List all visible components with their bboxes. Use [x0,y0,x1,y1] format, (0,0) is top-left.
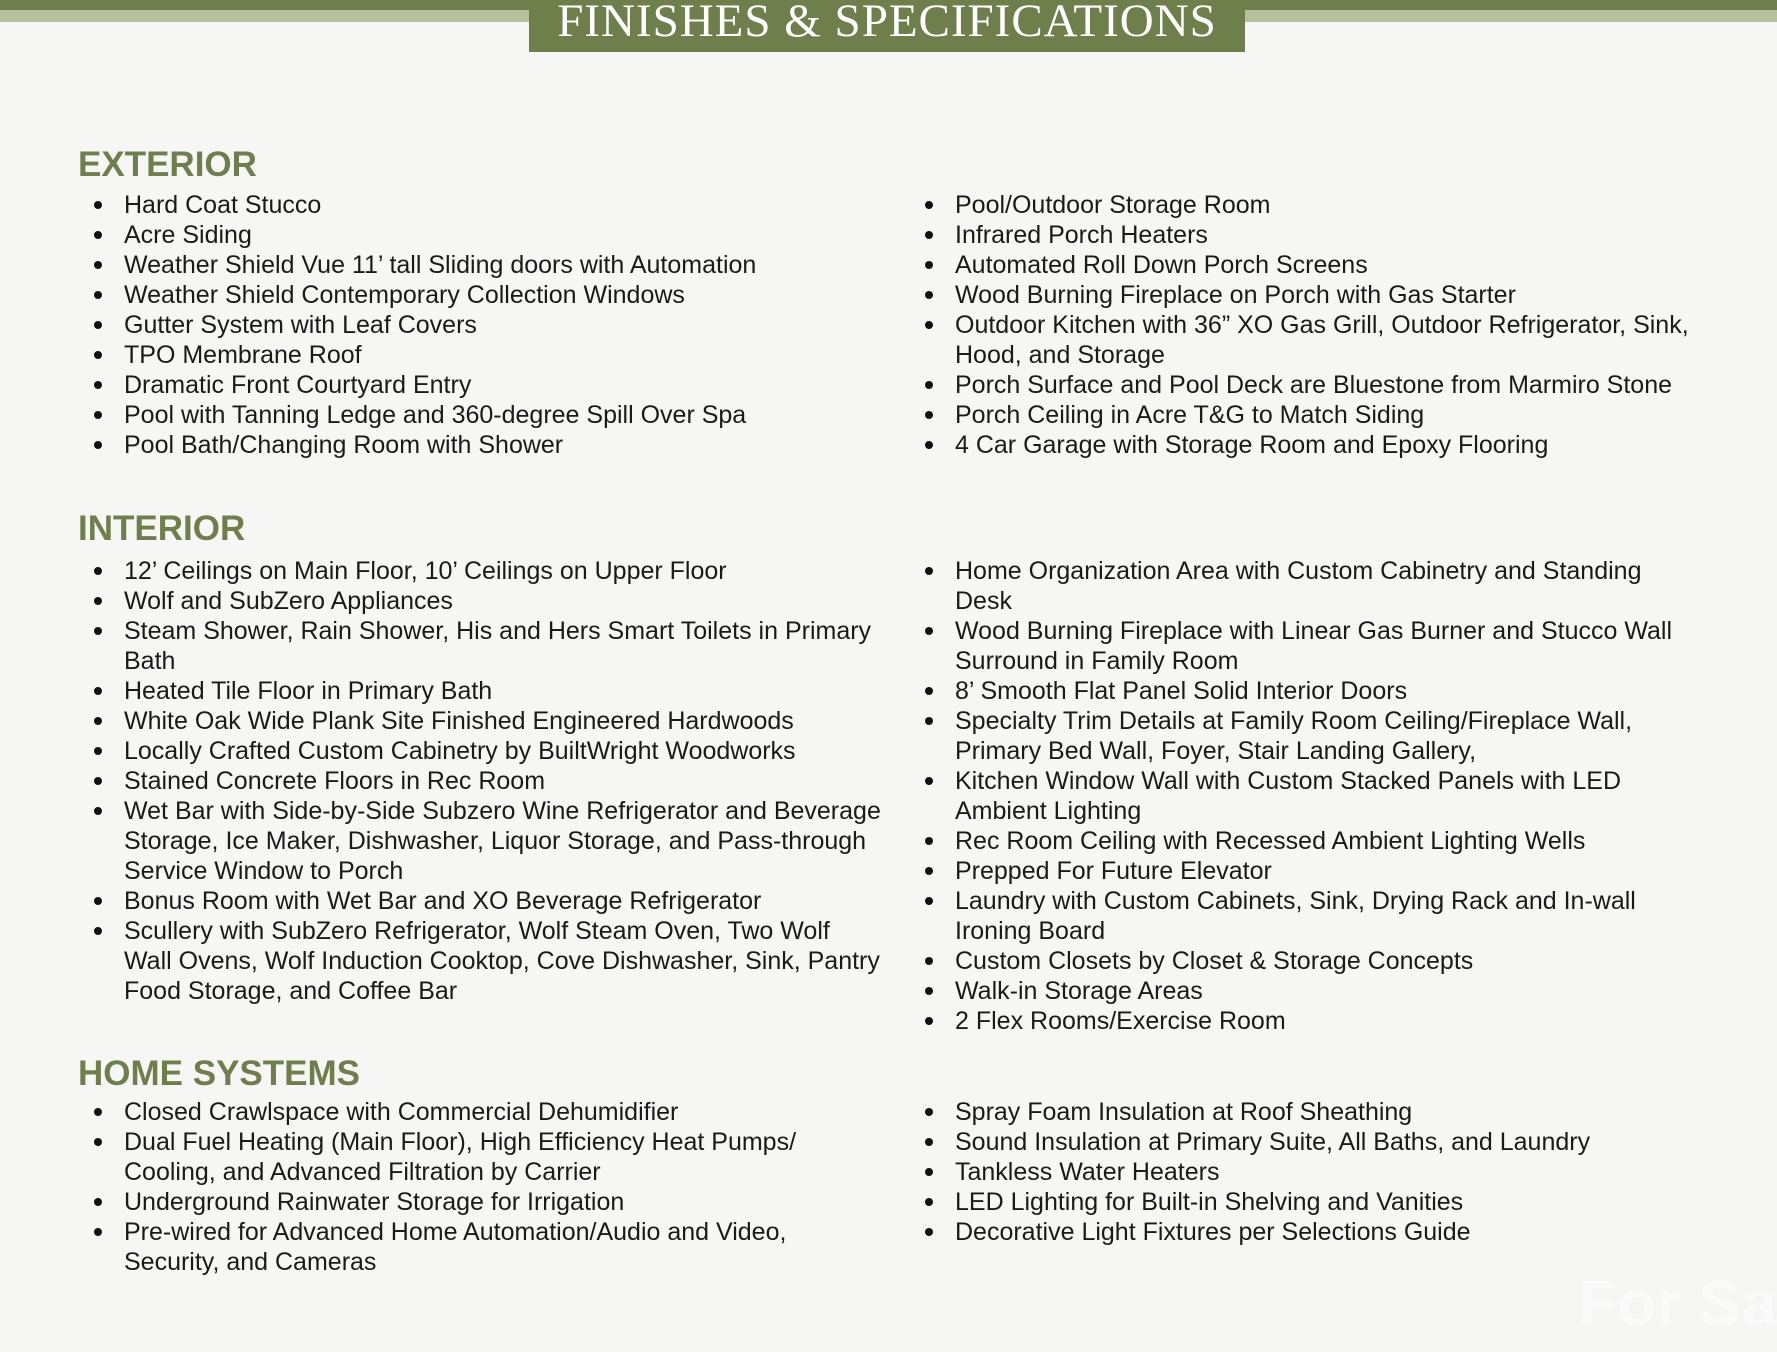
spec-item: Kitchen Window Wall with Custom Stacked Panels with LED Ambient Lighting [923,766,1703,826]
spec-item: Pool with Tanning Ledge and 360-degree Spill Over Spa [92,400,882,430]
spec-item: Locally Crafted Custom Cabinetry by BuiltWright Woodworks [92,736,882,766]
spec-item: Prepped For Future Elevator [923,856,1703,886]
spec-item: Outdoor Kitchen with 36” XO Gas Grill, Outdoor Refrigerator, Sink, Hood, and Storage [923,310,1713,370]
spec-item: Walk-in Storage Areas [923,976,1703,1006]
spec-item: Wolf and SubZero Appliances [92,586,882,616]
spec-item: Wood Burning Fireplace on Porch with Gas Starter [923,280,1713,310]
spec-item: Wet Bar with Side-by-Side Subzero Wine Refrigerator and Beverage Storage, Ice Maker, Dishwasher, Liquor Storage, and Pass-through Service Window to Porch [92,796,882,886]
spec-item: Specialty Trim Details at Family Room Ceiling/Fireplace Wall, Primary Bed Wall, Foyer, Stair Landing Gallery, [923,706,1703,766]
spec-item: Underground Rainwater Storage for Irrigation [92,1187,832,1217]
spec-item: Decorative Light Fixtures per Selections Guide [923,1217,1713,1247]
section-title-exterior: EXTERIOR [78,145,257,184]
spec-item: Sound Insulation at Primary Suite, All Baths, and Laundry [923,1127,1713,1157]
spec-item: 12’ Ceilings on Main Floor, 10’ Ceilings on Upper Floor [92,556,882,586]
spec-item: Home Organization Area with Custom Cabinetry and Standing Desk [923,556,1703,616]
spec-item: Steam Shower, Rain Shower, His and Hers Smart Toilets in Primary Bath [92,616,882,676]
home-systems-section [0,1054,1777,1304]
home-systems-list-right [923,1097,1713,1247]
spec-item: 8’ Smooth Flat Panel Solid Interior Doors [923,676,1703,706]
spec-item: Weather Shield Vue 11’ tall Sliding doors with Automation [92,250,882,280]
spec-item: TPO Membrane Roof [92,340,882,370]
spec-item: Porch Ceiling in Acre T&G to Match Siding [923,400,1713,430]
spec-item: Gutter System with Leaf Covers [92,310,882,340]
spec-item: Heated Tile Floor in Primary Bath [92,676,882,706]
spec-item: Pool Bath/Changing Room with Shower [92,430,882,460]
spec-item: Acre Siding [92,220,882,250]
spec-item: Rec Room Ceiling with Recessed Ambient Lighting Wells [923,826,1703,856]
exterior-list-left [92,190,882,460]
section-title-interior: INTERIOR [78,509,246,548]
spec-item: Pre-wired for Advanced Home Automation/Audio and Video, Security, and Cameras [92,1217,832,1277]
spec-item: Hard Coat Stucco [92,190,882,220]
spec-item: Spray Foam Insulation at Roof Sheathing [923,1097,1713,1127]
spec-item: Automated Roll Down Porch Screens [923,250,1713,280]
spec-item: Closed Crawlspace with Commercial Dehumidifier [92,1097,832,1127]
spec-item: Porch Surface and Pool Deck are Bluestone from Marmiro Stone [923,370,1713,400]
exterior-section [0,145,1777,475]
spec-item: Dramatic Front Courtyard Entry [92,370,882,400]
spec-item: Infrared Porch Heaters [923,220,1713,250]
spec-item: LED Lighting for Built-in Shelving and Vanities [923,1187,1713,1217]
spec-item: Scullery with SubZero Refrigerator, Wolf Steam Oven, Two Wolf Wall Ovens, Wolf Induction Cooktop, Cove Dishwasher, Sink, Pantry Food Storage, and Coffee Bar [92,916,882,1006]
exterior-list-right [923,190,1713,460]
interior-list-left [92,556,882,1006]
spec-item: Wood Burning Fireplace with Linear Gas Burner and Stucco Wall Surround in Family Room [923,616,1703,676]
spec-item: Laundry with Custom Cabinets, Sink, Drying Rack and In-wall Ironing Board [923,886,1703,946]
spec-item: 4 Car Garage with Storage Room and Epoxy Flooring [923,430,1713,460]
section-title-home-systems: HOME SYSTEMS [78,1054,360,1093]
interior-list-right [923,556,1703,1036]
home-systems-list-left [92,1097,832,1277]
spec-item: Custom Closets by Closet & Storage Concepts [923,946,1703,976]
spec-item: Bonus Room with Wet Bar and XO Beverage Refrigerator [92,886,882,916]
spec-item: Tankless Water Heaters [923,1157,1713,1187]
page-title: FINISHES & SPECIFICATIONS [529,0,1245,52]
spec-item: Weather Shield Contemporary Collection Windows [92,280,882,310]
spec-item: White Oak Wide Plank Site Finished Engineered Hardwoods [92,706,882,736]
spec-item: Pool/Outdoor Storage Room [923,190,1713,220]
spec-item: 2 Flex Rooms/Exercise Room [923,1006,1703,1036]
interior-section [0,509,1777,1035]
watermark: For Sa [1577,1267,1777,1339]
spec-item: Stained Concrete Floors in Rec Room [92,766,882,796]
spec-item: Dual Fuel Heating (Main Floor), High Efficiency Heat Pumps/ Cooling, and Advanced Filtration by Carrier [92,1127,832,1187]
